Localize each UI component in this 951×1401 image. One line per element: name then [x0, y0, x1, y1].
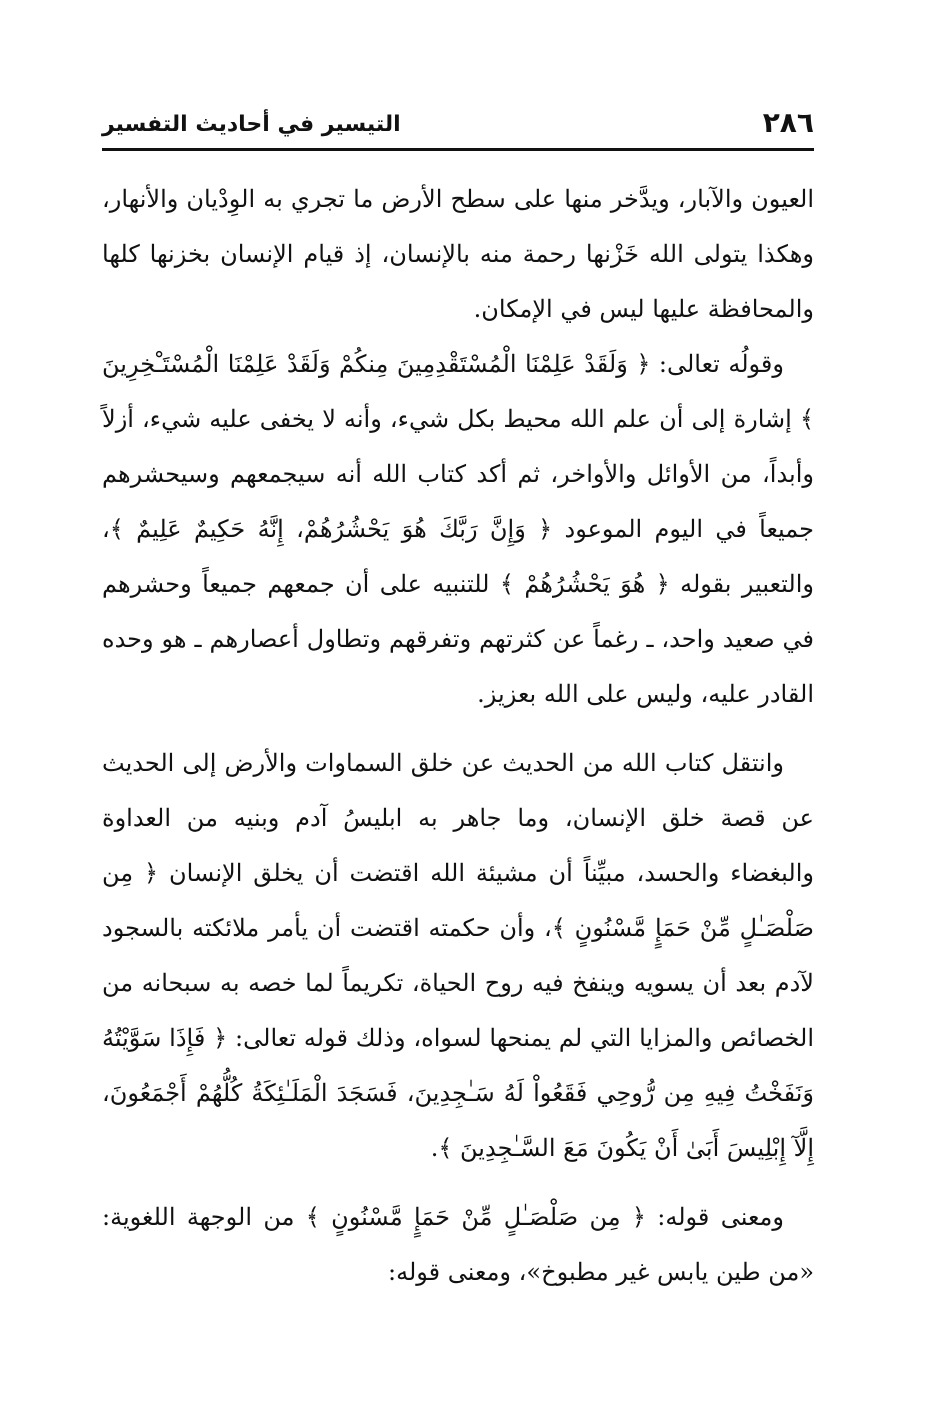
paragraph-2: وقولُه تعالى: ﴿ وَلَقَدْ عَلِمْنَا الْمُسْتَقْدِمِينَ مِنكُمْ وَلَقَدْ عَلِمْنَا الْمُسْتَـْخِرِينَ ﴾ إشارة إلى أن علم الله محيط بكل شيء، وأنه لا يخفى عليه شيء، أزلاً وأبداً، من الأوائل والأواخر، ثم أكد كتاب الله أنه سيجمعهم وسيحشرهم جميعاً في اليوم الموعود ﴿ وَإِنَّ رَبَّكَ هُوَ يَحْشُرُهُمْ، إِنَّهُ حَكِيمٌ عَلِيمٌ ﴾، والتعبير بقوله ﴿ هُوَ يَحْشُرُهُمْ ﴾ للتنبيه على أن جمعهم جميعاً وحشرهم في صعيد واحد، ـ رغماً عن كثرتهم وتفرقهم وتطاول أعصارهم ـ هو وحده القادر عليه، وليس على الله بعزيز.: [102, 350, 814, 708]
book-title: التيسير في أحاديث التفسير: [102, 112, 401, 137]
page-number: ٢٨٦: [762, 106, 814, 139]
paragraph-3: وانتقل كتاب الله من الحديث عن خلق السماوات والأرض إلى الحديث عن قصة خلق الإنسان، وما جاهر به ابليسُ آدم وبنيه من العداوة والبغضاء والحسد، مبيِّناً أن مشيئة الله اقتضت أن يخلق الإنسان ﴿ مِن صَلْصَـٰلٍ مِّنْ حَمَإٍ مَّسْنُونٍ ﴾، وأن حكمته اقتضت أن يأمر ملائكته بالسجود لآدم بعد أن يسويه وينفخ فيه روح الحياة، تكريماً لما خصه به سبحانه من الخصائص والمزايا التي لم يمنحها لسواه، وذلك قوله تعالى: ﴿ فَإِذَا سَوَّيْتُهُ وَنَفَخْتُ فِيهِ مِن رُّوحِي فَقَعُواْ لَهُ سَـٰجِدِينَ، فَسَجَدَ الْمَلَـٰئِكَةُ كُلُّهُمْ أَجْمَعُونَ، إِلَّآ إِبْلِيسَ أَبَىٰ أَنْ يَكُونَ مَعَ السَّـٰجِدِينَ ﴾.: [102, 749, 814, 1162]
paragraph-1: العيون والآبار، ويدَّخر منها على سطح الأرض ما تجري به الوِدْيان والأنهار، وهكذا يتولى الله خَزْنها رحمة منه بالإنسان، إذ قيام الإنسان بخزنها كلها والمحافظة عليها ليس في الإمكان.: [102, 185, 814, 323]
body-text: [102, 172, 814, 1300]
running-header: [102, 104, 814, 151]
paragraph-4: ومعنى قوله: ﴿ مِن صَلْصَـٰلٍ مِّنْ حَمَإٍ مَّسْنُونٍ ﴾ من الوجهة اللغوية: «من طين يابس غير مطبوخ»، ومعنى قوله:: [102, 1203, 814, 1286]
